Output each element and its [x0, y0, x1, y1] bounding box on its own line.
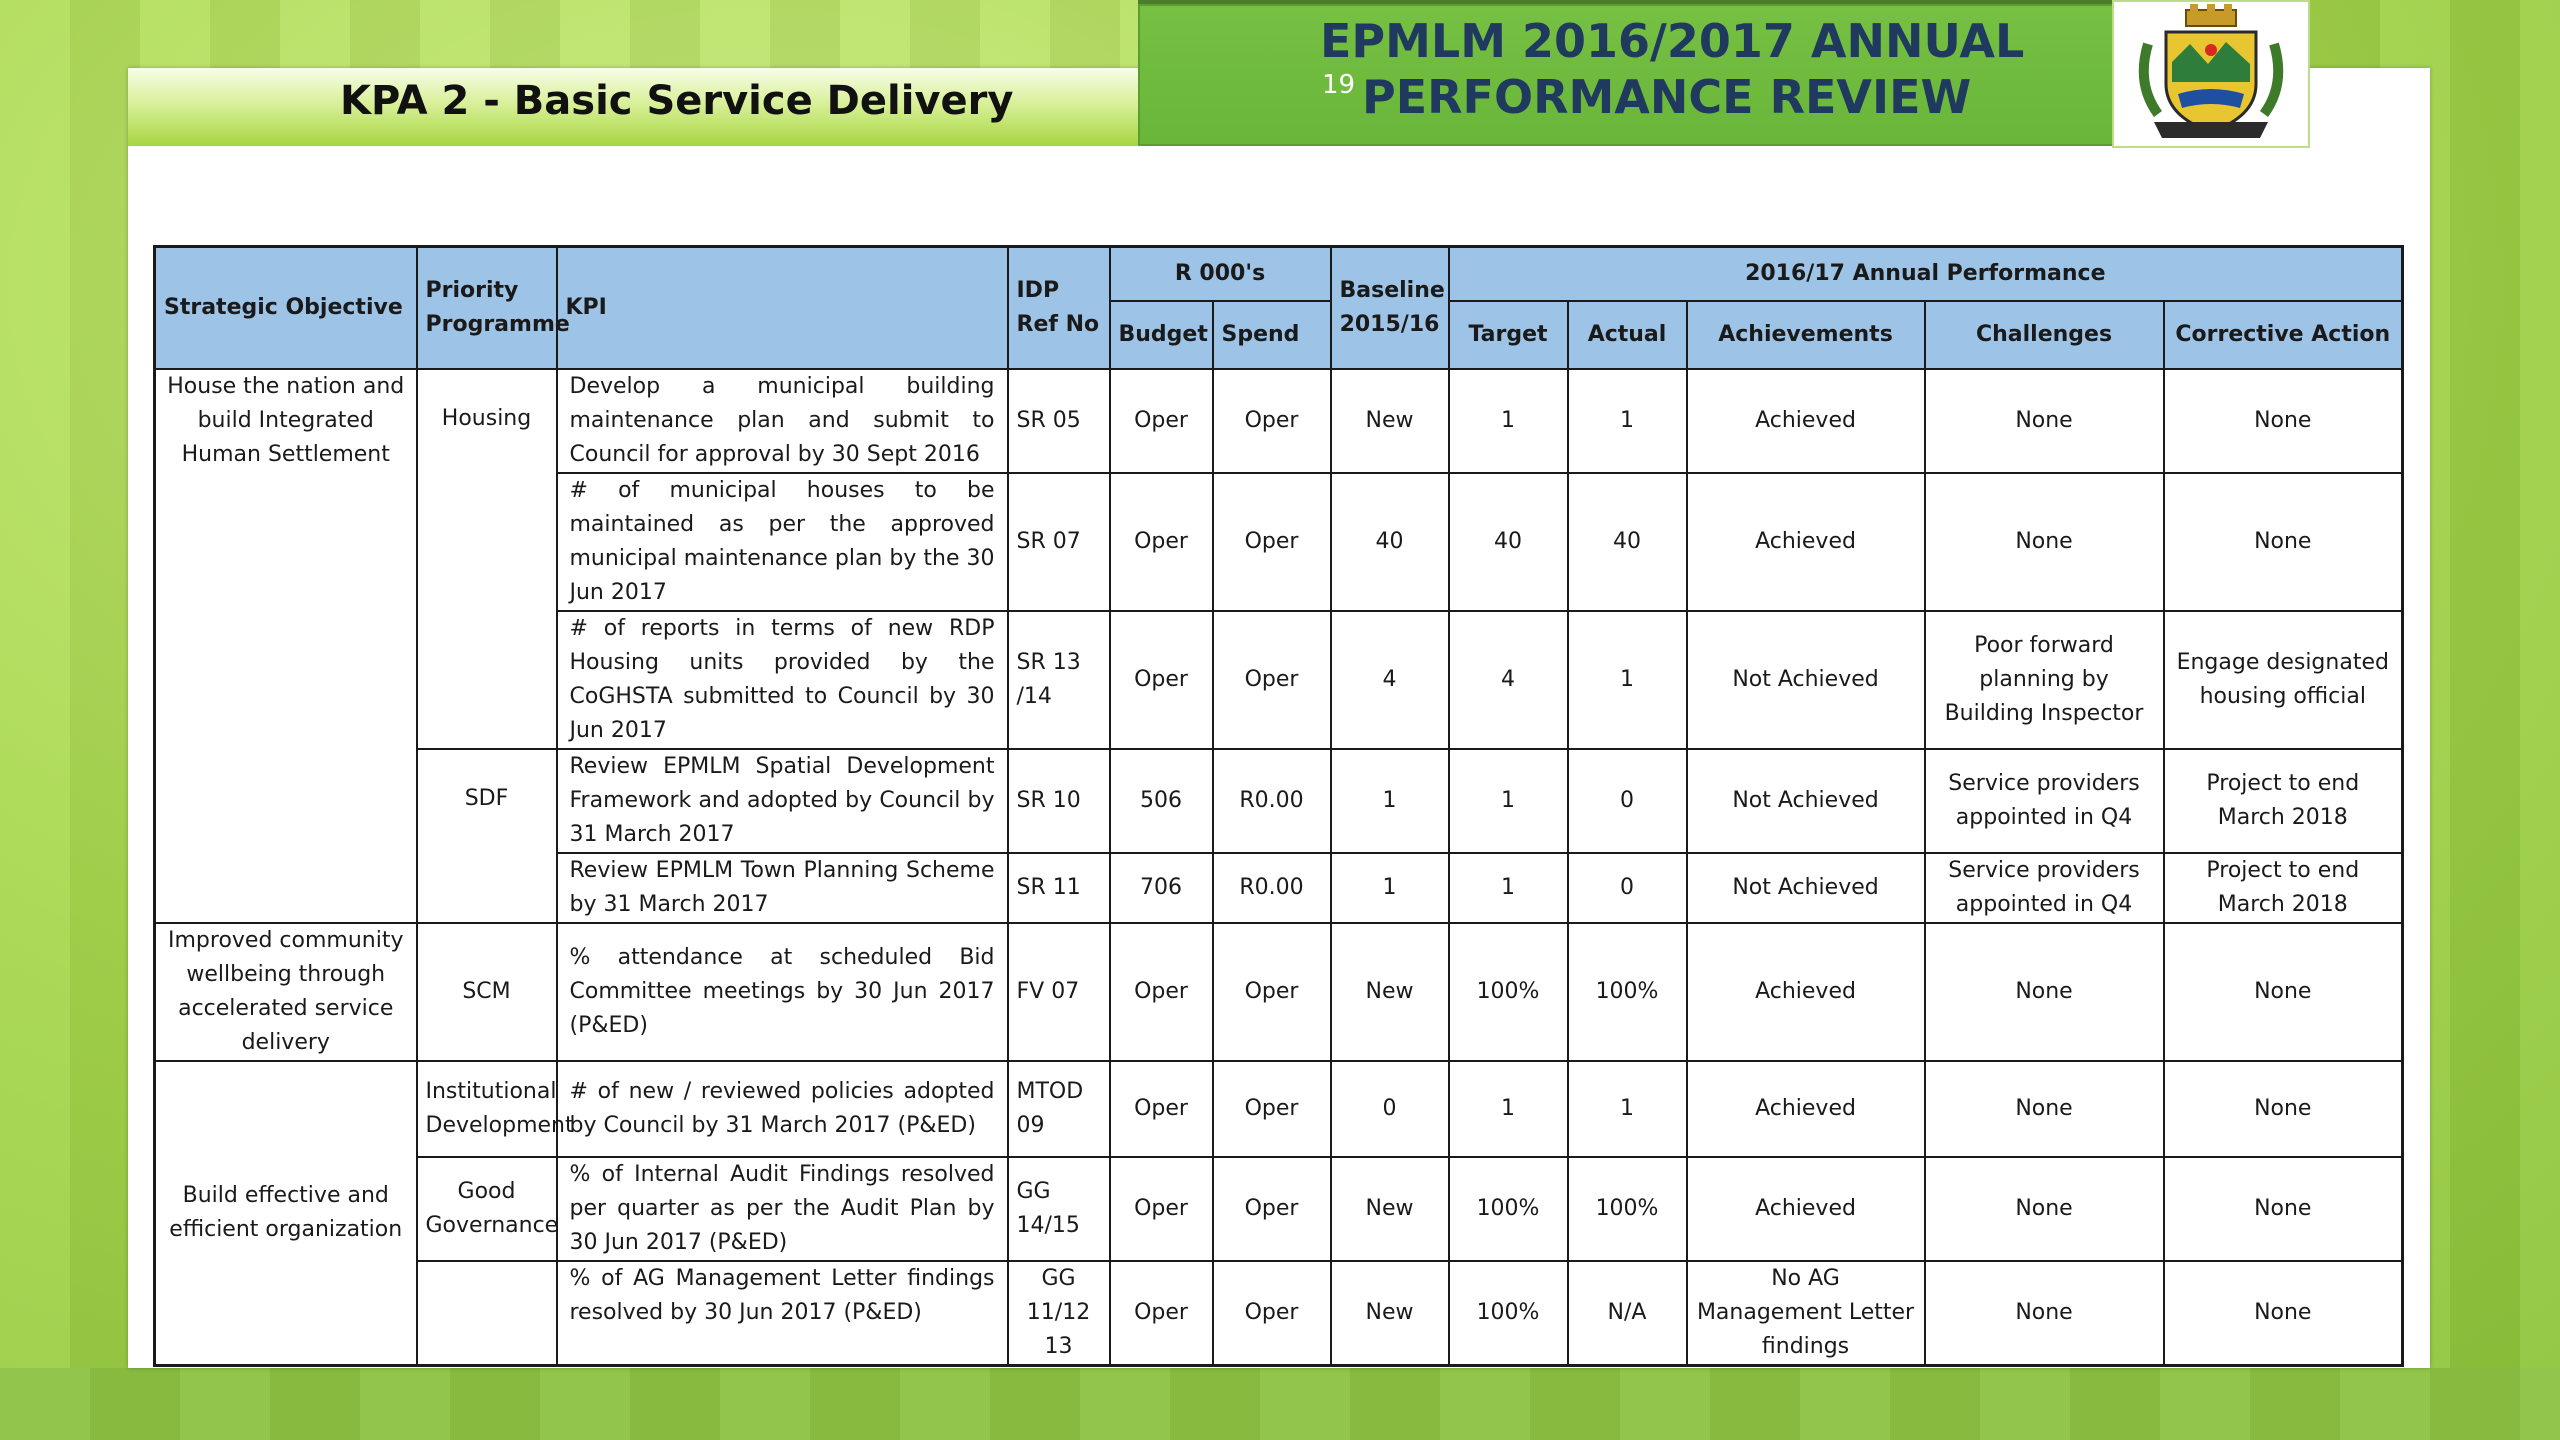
budget-cell: Oper: [1110, 473, 1213, 611]
spend-cell: R0.00: [1213, 749, 1331, 853]
kpi-cell: # of municipal houses to be maintained as per the approved municipal maintenance plan by the 30 Jun 2017: [557, 473, 1008, 611]
challenges-cell: Service providers appointed in Q4: [1925, 749, 2164, 853]
target-cell: 1: [1449, 1061, 1568, 1157]
target-cell: 100%: [1449, 1157, 1568, 1261]
idp-cell: SR 13 /14: [1008, 611, 1110, 749]
programme-cell: Good Governance: [417, 1157, 557, 1261]
baseline-cell: New: [1331, 1261, 1449, 1366]
actual-cell: 1: [1568, 369, 1687, 473]
budget-cell: Oper: [1110, 1261, 1213, 1366]
spend-cell: Oper: [1213, 1157, 1331, 1261]
header-r000s: R 000's: [1110, 247, 1331, 301]
budget-cell: Oper: [1110, 369, 1213, 473]
corrective-action-cell: None: [2164, 923, 2403, 1061]
kpi-cell: # of new / reviewed policies adopted by Council by 31 March 2017 (P&ED): [557, 1061, 1008, 1157]
review-title-line1: EPMLM 2016/2017 ANNUAL: [1320, 14, 2025, 68]
spend-cell: R0.00: [1213, 853, 1331, 923]
review-title-line2: PERFORMANCE REVIEW: [1362, 70, 1972, 124]
challenges-cell: Service providers appointed in Q4: [1925, 853, 2164, 923]
spend-cell: Oper: [1213, 473, 1331, 611]
baseline-cell: New: [1331, 923, 1449, 1061]
idp-cell: GG 14/15: [1008, 1157, 1110, 1261]
target-cell: 1: [1449, 853, 1568, 923]
header-idp-ref-no: IDP Ref No: [1008, 247, 1110, 369]
idp-cell: MTOD 09: [1008, 1061, 1110, 1157]
kpi-performance-table: [153, 245, 2404, 1367]
table-row: [155, 1061, 2403, 1157]
kpi-cell: % of AG Management Letter findings resolved by 30 Jun 2017 (P&ED): [557, 1261, 1008, 1366]
idp-cell: SR 11: [1008, 853, 1110, 923]
idp-cell: FV 07: [1008, 923, 1110, 1061]
corrective-action-cell: Engage designated housing official: [2164, 611, 2403, 749]
challenges-cell: None: [1925, 369, 2164, 473]
baseline-cell: 40: [1331, 473, 1449, 611]
target-cell: 100%: [1449, 1261, 1568, 1366]
objective-cell: Improved community wellbeing through accelerated service delivery: [155, 923, 417, 1061]
achievement-cell: Achieved: [1687, 369, 1925, 473]
challenges-cell: None: [1925, 1061, 2164, 1157]
header-spend: Spend: [1213, 301, 1331, 369]
baseline-cell: New: [1331, 369, 1449, 473]
programme-cell-empty: [417, 1261, 557, 1366]
table-row: [155, 749, 2403, 853]
actual-cell: N/A: [1568, 1261, 1687, 1366]
target-cell: 40: [1449, 473, 1568, 611]
programme-cell: SCM: [417, 923, 557, 1061]
idp-cell: SR 07: [1008, 473, 1110, 611]
challenges-cell: None: [1925, 1157, 2164, 1261]
header-achievements: Achievements: [1687, 301, 1925, 369]
budget-cell: Oper: [1110, 923, 1213, 1061]
challenges-cell: None: [1925, 1261, 2164, 1366]
baseline-cell: 0: [1331, 1061, 1449, 1157]
budget-cell: Oper: [1110, 1061, 1213, 1157]
achievement-cell: Achieved: [1687, 923, 1925, 1061]
spend-cell: Oper: [1213, 369, 1331, 473]
header-priority-programme: Priority Programme: [417, 247, 557, 369]
background-band: [0, 1368, 2560, 1440]
corrective-action-cell: None: [2164, 1061, 2403, 1157]
header-strategic-objective: Strategic Objective: [155, 247, 417, 369]
corrective-action-cell: None: [2164, 1261, 2403, 1366]
challenges-cell: None: [1925, 473, 2164, 611]
spend-cell: Oper: [1213, 1061, 1331, 1157]
kpa-title: KPA 2 - Basic Service Delivery: [340, 78, 1014, 124]
corrective-action-cell: Project to end March 2018: [2164, 749, 2403, 853]
kpi-cell: Review EPMLM Town Planning Scheme by 31 March 2017: [557, 853, 1008, 923]
actual-cell: 1: [1568, 1061, 1687, 1157]
actual-cell: 0: [1568, 749, 1687, 853]
spend-cell: Oper: [1213, 923, 1331, 1061]
header-challenges: Challenges: [1925, 301, 2164, 369]
budget-cell: Oper: [1110, 611, 1213, 749]
programme-cell: SDF: [417, 749, 557, 923]
spend-cell: Oper: [1213, 1261, 1331, 1366]
budget-cell: Oper: [1110, 1157, 1213, 1261]
target-cell: 1: [1449, 369, 1568, 473]
challenges-cell: Poor forward planning by Building Inspector: [1925, 611, 2164, 749]
table-row: [155, 923, 2403, 1061]
corrective-action-cell: None: [2164, 473, 2403, 611]
header-corrective-action: Corrective Action: [2164, 301, 2403, 369]
kpi-cell: Review EPMLM Spatial Development Framework and adopted by Council by 31 March 2017: [557, 749, 1008, 853]
challenges-cell: None: [1925, 923, 2164, 1061]
header-annual-performance: 2016/17 Annual Performance: [1449, 247, 2403, 301]
table-row: [155, 369, 2403, 473]
programme-cell: Institutional Development: [417, 1061, 557, 1157]
achievement-cell: Not Achieved: [1687, 853, 1925, 923]
idp-cell: GG 11/12 13: [1008, 1261, 1110, 1366]
programme-cell: Housing: [417, 369, 557, 749]
idp-cell: SR 10: [1008, 749, 1110, 853]
header-target: Target: [1449, 301, 1568, 369]
table-row: [155, 1157, 2403, 1261]
header-budget: Budget: [1110, 301, 1213, 369]
coat-of-arms-icon: [2128, 4, 2294, 142]
achievement-cell: Achieved: [1687, 1061, 1925, 1157]
corrective-action-cell: None: [2164, 369, 2403, 473]
objective-cell: House the nation and build Integrated Human Settlement: [155, 369, 417, 923]
objective-cell: Build effective and efficient organization: [155, 1061, 417, 1366]
achievement-cell: Achieved: [1687, 1157, 1925, 1261]
actual-cell: 100%: [1568, 1157, 1687, 1261]
baseline-cell: 1: [1331, 749, 1449, 853]
baseline-cell: New: [1331, 1157, 1449, 1261]
slide-number: 19: [1322, 70, 1356, 100]
actual-cell: 40: [1568, 473, 1687, 611]
kpi-cell: % of Internal Audit Findings resolved per quarter as per the Audit Plan by 30 Jun 2017 (P&ED): [557, 1157, 1008, 1261]
actual-cell: 100%: [1568, 923, 1687, 1061]
baseline-cell: 1: [1331, 853, 1449, 923]
idp-cell: SR 05: [1008, 369, 1110, 473]
actual-cell: 0: [1568, 853, 1687, 923]
corrective-action-cell: Project to end March 2018: [2164, 853, 2403, 923]
table-row: [155, 1261, 2403, 1366]
kpi-cell: % attendance at scheduled Bid Committee meetings by 30 Jun 2017 (P&ED): [557, 923, 1008, 1061]
municipal-logo: [2112, 0, 2310, 148]
baseline-cell: 4: [1331, 611, 1449, 749]
achievement-cell: Not Achieved: [1687, 749, 1925, 853]
header-kpi: KPI: [557, 247, 1008, 369]
target-cell: 4: [1449, 611, 1568, 749]
budget-cell: 506: [1110, 749, 1213, 853]
target-cell: 1: [1449, 749, 1568, 853]
kpi-cell: Develop a municipal building maintenance plan and submit to Council for approval by 30 Sept 2016: [557, 369, 1008, 473]
kpi-cell: # of reports in terms of new RDP Housing units provided by the CoGHSTA submitted to Council by 30 Jun 2017: [557, 611, 1008, 749]
corrective-action-cell: None: [2164, 1157, 2403, 1261]
budget-cell: 706: [1110, 853, 1213, 923]
target-cell: 100%: [1449, 923, 1568, 1061]
achievement-cell: Achieved: [1687, 473, 1925, 611]
achievement-cell: No AG Management Letter findings: [1687, 1261, 1925, 1366]
achievement-cell: Not Achieved: [1687, 611, 1925, 749]
actual-cell: 1: [1568, 611, 1687, 749]
spend-cell: Oper: [1213, 611, 1331, 749]
header-baseline: Baseline 2015/16: [1331, 247, 1449, 369]
header-actual: Actual: [1568, 301, 1687, 369]
